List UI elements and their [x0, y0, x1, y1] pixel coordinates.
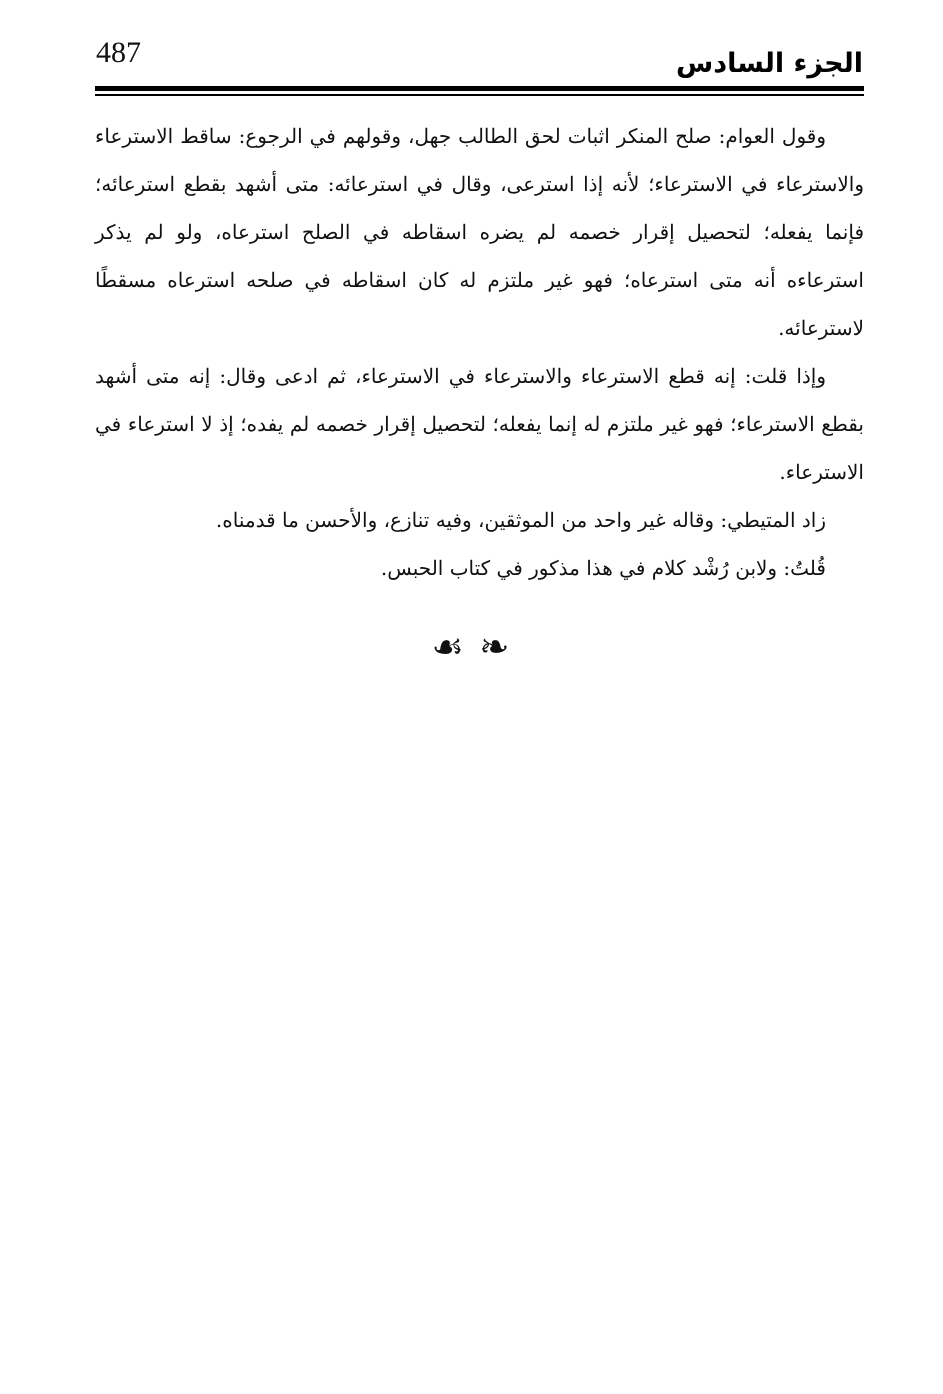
- paragraph-1: وقول العوام: صلح المنكر اثبات لحق الطالب جهل، وقولهم في الرجوع: ساقط الاسترعاء والاسترعاء في الاسترعاء؛ لأنه إذا استرعى، وقال في استرعائه: متى أشهد بقطع استرعائه؛ فإنما يفعله؛ لتحصيل إقرار خصمه لم يضره اسقاطه في الصلح استرعاه، ولو لم يذكر استرعاءه أنه متى استرعاه؛ فهو غير ملتزم له كان اسقاطه في صلحه استرعاه مسقطًا لاسترعائه.: [95, 124, 864, 340]
- paragraph-4: قُلتُ: ولابن رُشْد كلام في هذا مذكور في كتاب الحبس.: [380, 556, 826, 580]
- header-rule-thin: [95, 94, 864, 96]
- body-text: [95, 112, 864, 592]
- section-end-ornament: ☙ ❧: [431, 627, 512, 668]
- page-number: 487: [96, 36, 141, 69]
- header-rule-thick: [95, 86, 864, 91]
- paragraph-3: زاد المتيطي: وقاله غير واحد من الموثقين، وفيه تنازع، والأحسن ما قدمناه.: [215, 508, 826, 532]
- paragraph-2: وإذا قلت: إنه قطع الاسترعاء والاسترعاء في الاسترعاء، ثم ادعى وقال: إنه متى أشهد بقطع الاسترعاء؛ فهو غير ملتزم له إنما يفعله؛ لتحصيل إقرار خصمه لم يفده؛ إذ لا استرعاء في الاسترعاء.: [95, 364, 864, 484]
- running-head: الجزء السادس: [676, 48, 863, 79]
